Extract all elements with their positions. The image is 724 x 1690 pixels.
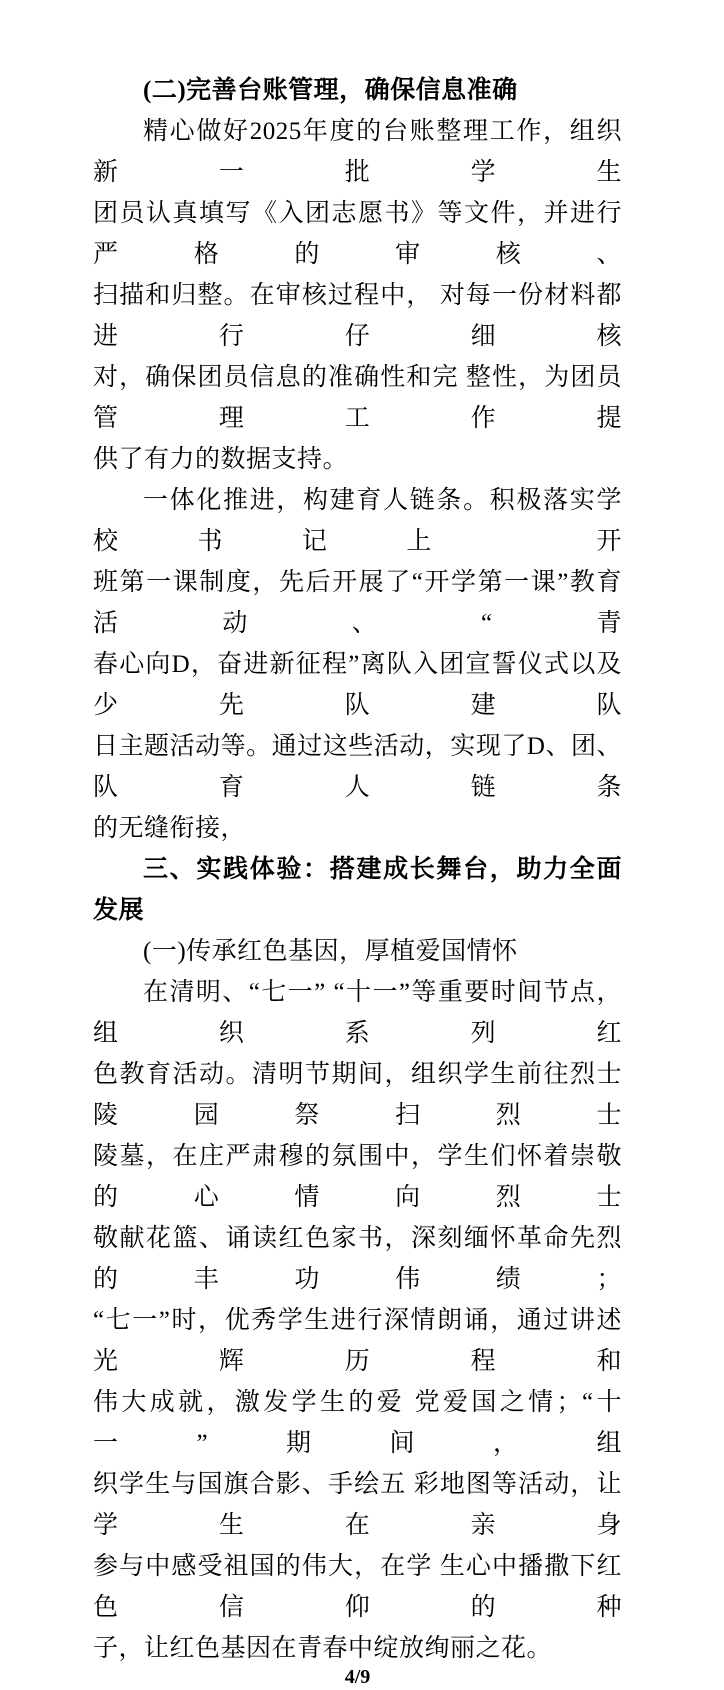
paragraph-line: 参与中感受祖国的伟大，在学 生心中播撒下红色信仰的种 (93, 1553, 622, 1621)
paragraph-line: “七一”时，优秀学生进行深情朗诵，通过讲述光辉历程和 (93, 1307, 622, 1375)
paragraph-line: 供了有力的数据支持。 (93, 446, 349, 473)
paragraph-line: 精心做好2025年度的台账整理工作，组织新一批学生 (93, 118, 622, 186)
paragraph-line: 敬献花篮、诵读红色家书，深刻缅怀革命先烈的丰功伟绩； (93, 1225, 622, 1293)
paragraph-line: 子，让红色基因在青春中绽放绚丽之花。 (93, 1635, 553, 1662)
paragraph-line: 对，确保团员信息的准确性和完 整性，为团员管理工作提 (93, 364, 622, 432)
section-heading-2: (二)完善台账管理，确保信息准确 (143, 77, 518, 104)
paragraph-line: 伟大成就，激发学生的爱 党爱国之情；“十一”期间，组 (93, 1389, 622, 1457)
paragraph-line: 一体化推进，构建育人链条。积极落实学校书记上 开 (93, 487, 622, 555)
paragraph-line: 团员认真填写《入团志愿书》等文件，并进行严格的审核、 (93, 200, 622, 268)
section-heading-3: 三、实践体验：搭建成长舞台，助力全面发展 (93, 856, 622, 924)
paragraph-line: 日主题活动等。通过这些活动，实现了D、团、队育人链条 (93, 733, 622, 801)
paragraph-line: 色教育活动。清明节期间，组织学生前往烈士陵园祭扫烈士 (93, 1061, 622, 1129)
paragraph-line: 班第一课制度，先后开展了“开学第一课”教育活动、“青 (93, 569, 622, 637)
document-content (93, 70, 622, 1690)
paragraph-line: 的无缝衔接， (93, 815, 247, 842)
subsection-heading-1: (一)传承红色基因，厚植爱国情怀 (143, 938, 518, 965)
paragraph-line: 春心向D，奋进新征程”离队入团宣誓仪式以及少先队建队 (93, 651, 622, 719)
paragraph-line: 在清明、“七一” “十一”等重要时间节点，组织系列红 (93, 979, 622, 1047)
paragraph-line: 陵墓，在庄严肃穆的氛围中，学生们怀着崇敬的心情向烈士 (93, 1143, 622, 1211)
paragraph-line: 扫描和归整。在审核过程中， 对每一份材料都进行仔细核 (93, 282, 622, 350)
paragraph-line: 织学生与国旗合影、手绘五 彩地图等活动，让学生在亲身 (93, 1471, 622, 1539)
page-number: 4/9 (344, 1666, 371, 1688)
